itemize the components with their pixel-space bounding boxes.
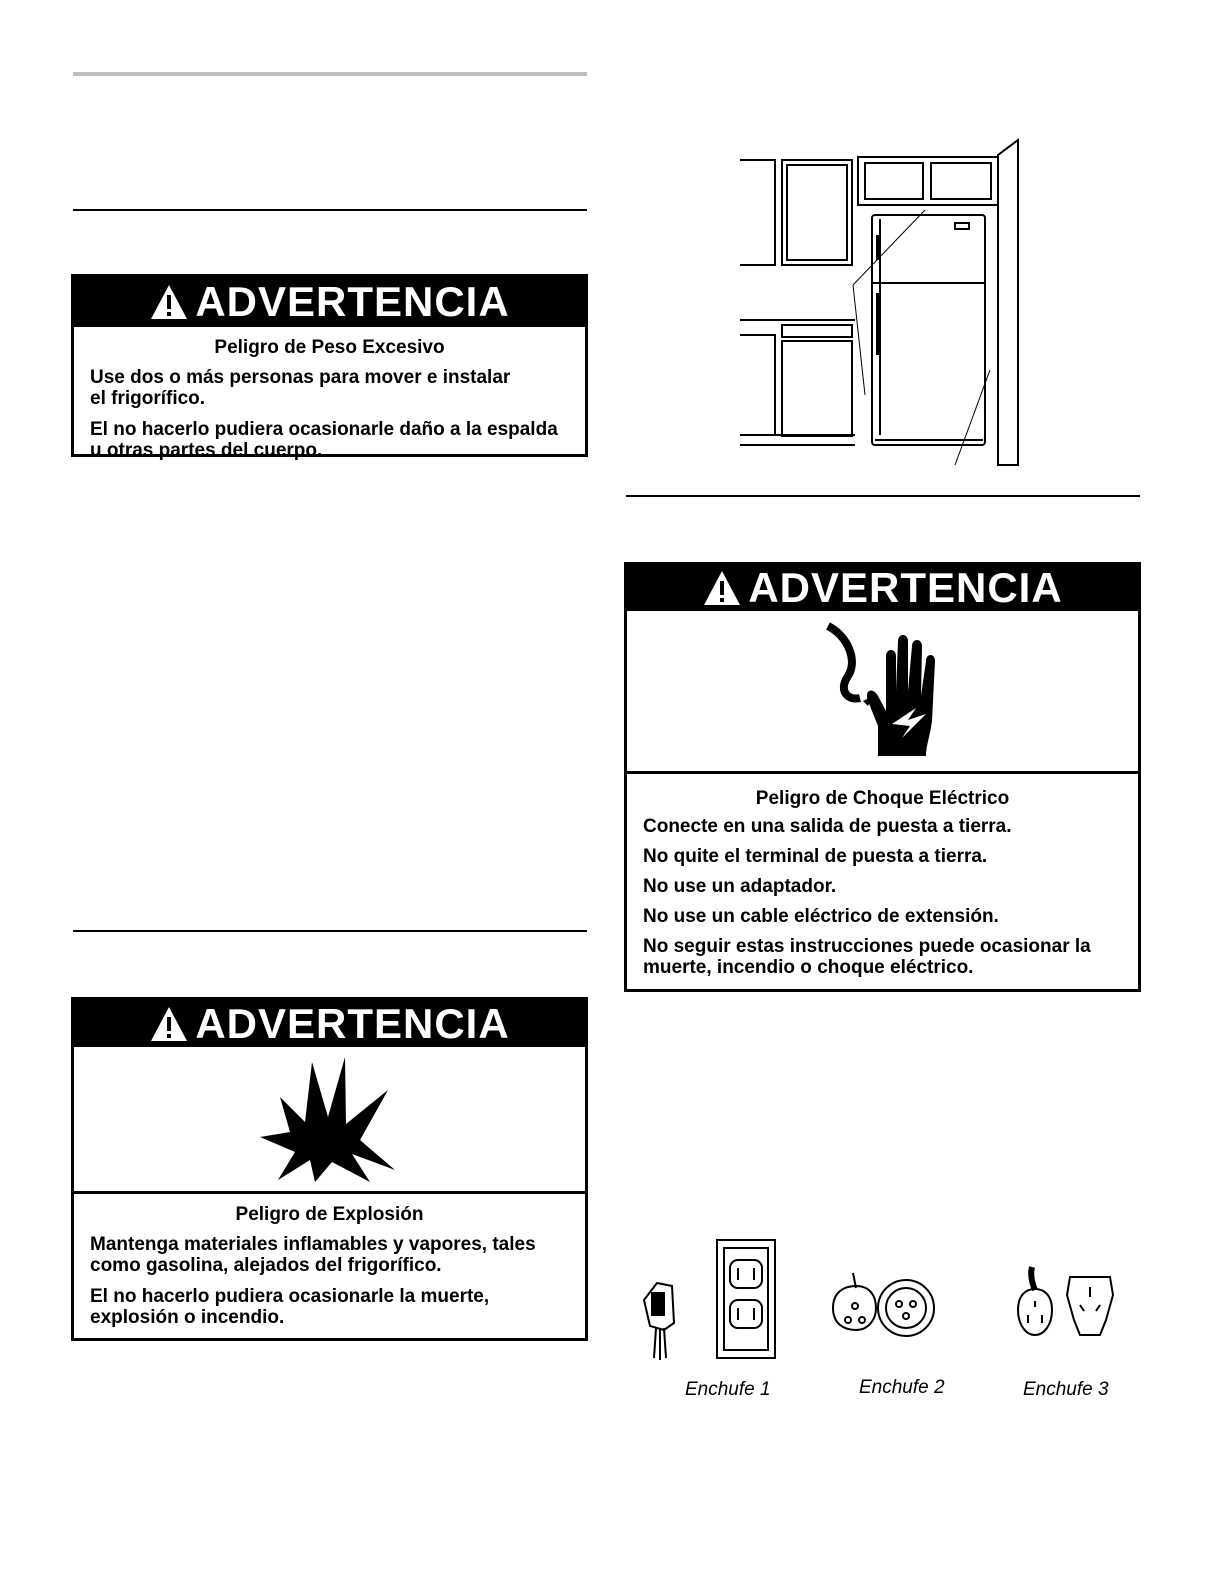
warning-header xyxy=(74,277,585,327)
warning-box-weight xyxy=(71,274,588,461)
explosion-icon xyxy=(250,1052,410,1187)
plug-label: Enchufe 2 xyxy=(859,1377,945,1398)
warning-pictogram xyxy=(627,611,1138,774)
warning-header-text: ADVERTENCIA xyxy=(195,278,510,325)
plug-3-illustration xyxy=(1010,1265,1120,1345)
warning-pictogram xyxy=(74,1047,585,1194)
top-rule xyxy=(73,72,587,76)
warning-line: Mantenga materiales inflamables y vapores, tales como gasolina, alejados del frigorífico. xyxy=(90,1234,536,1276)
section-rule xyxy=(626,495,1140,497)
electric-shock-hand-icon xyxy=(808,616,958,766)
section-rule xyxy=(73,209,587,211)
warning-triangle-icon xyxy=(702,568,742,608)
warning-header-text: ADVERTENCIA xyxy=(195,999,510,1047)
plug-label: Enchufe 3 xyxy=(1023,1379,1109,1400)
warning-box-explosion xyxy=(71,997,588,1341)
warning-line: No quite el terminal de puesta a tierra. xyxy=(643,846,988,867)
warning-triangle-icon xyxy=(149,1004,189,1044)
plug-label: Enchufe 1 xyxy=(685,1379,771,1400)
warning-triangle-icon xyxy=(149,282,189,322)
warning-line: Use dos o más personas para mover e instalar el frigorífico. xyxy=(90,367,511,409)
warning-header xyxy=(74,1000,585,1047)
warning-line: No use un cable eléctrico de extensión. xyxy=(643,906,999,927)
warning-line: No use un adaptador. xyxy=(643,876,837,897)
warning-line: No seguir estas instrucciones puede ocasionar la muerte, incendio o choque eléctrico. xyxy=(643,936,1091,978)
warning-header-text: ADVERTENCIA xyxy=(748,564,1063,611)
warning-box-electric xyxy=(624,562,1141,992)
warning-line: El no hacerlo pudiera ocasionarle la muerte, explosión o incendio. xyxy=(90,1286,490,1328)
plug-1-illustration xyxy=(642,1238,782,1363)
section-rule xyxy=(73,930,587,932)
refrigerator-installation-illustration xyxy=(735,135,1035,470)
warning-title: Peligro de Choque Eléctrico xyxy=(755,788,1010,809)
warning-title: Peligro de Peso Excesivo xyxy=(214,337,445,358)
warning-title: Peligro de Explosión xyxy=(235,1204,424,1225)
warning-line: El no hacerlo pudiera ocasionarle daño a la espalda u otras partes del cuerpo. xyxy=(90,419,558,461)
warning-header xyxy=(627,565,1138,611)
plug-2-illustration xyxy=(828,1268,938,1343)
warning-line: Conecte en una salida de puesta a tierra. xyxy=(643,816,1012,837)
